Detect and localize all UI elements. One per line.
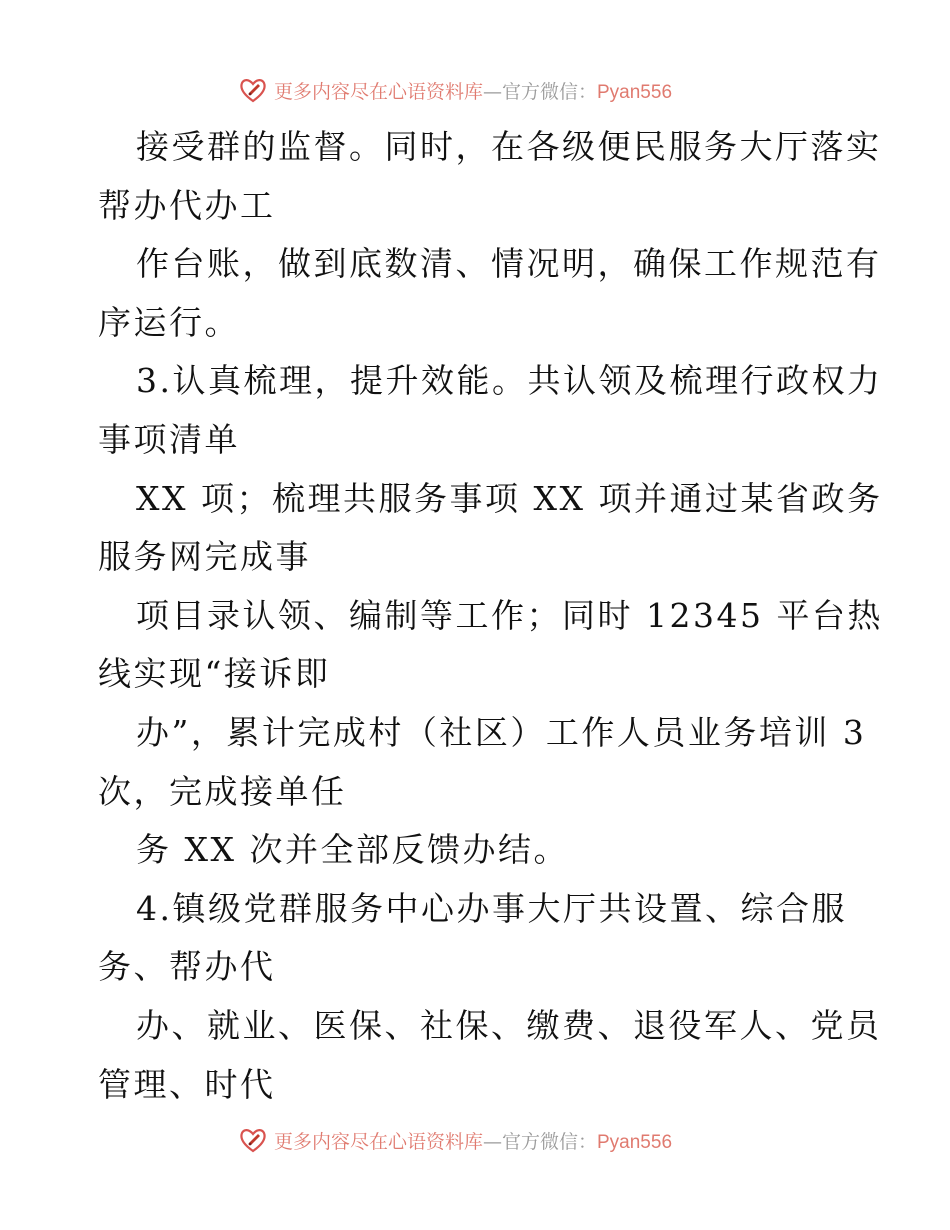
document-body (98, 118, 883, 1114)
watermark-wechat-id: Pyan556 (597, 1131, 673, 1153)
body-text-line: 作台账，做到底数清、情况明，确保工作规范有 (136, 244, 882, 284)
body-text-line: 办”，累计完成村（社区）工作人员业务培训 3 (136, 712, 867, 752)
body-text-line: 务、帮办代 (98, 947, 276, 987)
watermark-wechat-id: Pyan556 (597, 81, 673, 103)
header-watermark (0, 70, 950, 110)
heart-pen-logo-icon (238, 75, 268, 105)
watermark-main-text: 更多内容尽在心语资料库 (273, 1130, 483, 1153)
body-text-line: 接受群的监督。同时，在各级便民服务大厅落实 (136, 127, 882, 166)
body-text-line: 办、就业、医保、社保、缴费、退役军人、党员 (136, 1005, 882, 1045)
body-text-line: 3.认真梳理，提升效能。共认领及梳理行政权力 (136, 361, 883, 401)
watermark-sub-text: 官方微信： (501, 1130, 597, 1153)
heart-pen-logo-icon (238, 1125, 268, 1155)
watermark-dash: — (482, 1130, 502, 1153)
body-text-line: 4.镇级党群服务中心办事大厅共设置、综合服 (136, 888, 847, 928)
body-text-line: 服务网完成事 (98, 537, 311, 577)
body-text-line: 次，完成接单任 (98, 771, 347, 811)
watermark-dash: — (482, 80, 502, 103)
body-text-line: 务 XX 次并全部反馈办结。 (136, 830, 569, 870)
body-text-line: 事项清单 (98, 419, 240, 459)
footer-watermark (0, 1120, 950, 1160)
watermark-sub-text: 官方微信： (501, 80, 597, 103)
body-text-line: 帮办代办工 (98, 185, 276, 225)
body-text-line: XX 项；梳理共服务事项 XX 项并通过某省政务 (136, 478, 883, 518)
body-text-line: 序运行。 (98, 302, 240, 342)
body-text-line: 线实现“接诉即 (98, 654, 331, 694)
body-text-line: 项目录认领、编制等工作；同时 12345 平台热 (136, 595, 883, 635)
body-text-line: 管理、时代 (98, 1064, 276, 1104)
watermark-main-text: 更多内容尽在心语资料库 (273, 80, 483, 103)
